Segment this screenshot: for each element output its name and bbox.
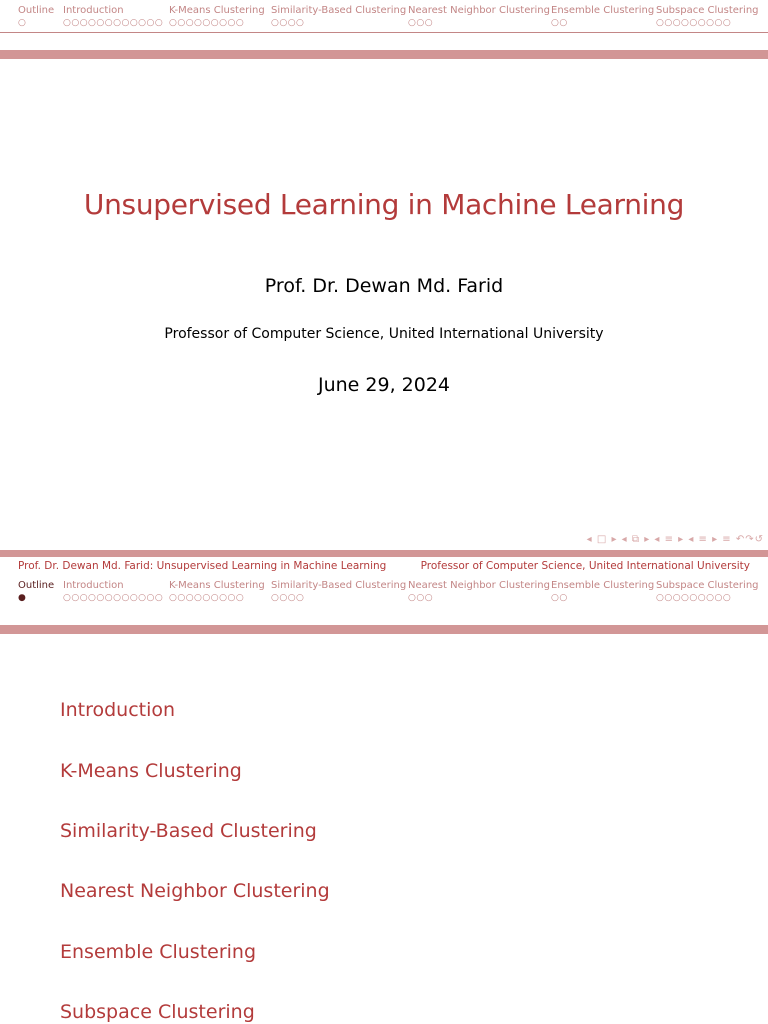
nav-section-dots[interactable]: ○○○○○○○○○ bbox=[656, 593, 732, 603]
nav-section-label: Nearest Neighbor Clustering bbox=[408, 5, 550, 16]
nav-section-label: Introduction bbox=[63, 5, 124, 16]
nav-section-dots[interactable]: ○○○○○○○○○○○○ bbox=[63, 593, 164, 603]
nav-section-similarity[interactable] bbox=[271, 4, 406, 29]
nav-section-label: Similarity-Based Clustering bbox=[271, 5, 407, 16]
toc-item-similarity[interactable]: Similarity-Based Clustering bbox=[60, 820, 317, 842]
nav-section-label: Ensemble Clustering bbox=[551, 580, 655, 591]
nav-section-k-means[interactable] bbox=[169, 4, 265, 29]
toc-item-k-means[interactable]: K-Means Clustering bbox=[60, 760, 242, 782]
nav-section-nearest-neighbor[interactable] bbox=[408, 4, 550, 29]
nav-section-introduction[interactable] bbox=[63, 579, 163, 604]
nav-section-label: Outline bbox=[18, 5, 55, 16]
author-name: Prof. Dr. Dewan Md. Farid bbox=[264, 275, 504, 297]
toc-item-ensemble[interactable]: Ensemble Clustering bbox=[60, 941, 257, 963]
nav-section-dots[interactable]: ○○○○ bbox=[271, 593, 305, 603]
nav-section-ensemble[interactable] bbox=[551, 4, 654, 29]
toc-item-subspace[interactable]: Subspace Clustering bbox=[60, 1001, 255, 1023]
presentation-title: Unsupervised Learning in Machine Learning bbox=[83, 188, 685, 221]
outline-slide bbox=[0, 550, 768, 1024]
nav-section-dots[interactable]: ○○○○○○○○○ bbox=[169, 18, 245, 28]
nav-section-label: K-Means Clustering bbox=[169, 5, 265, 16]
beamer-navigation-symbols[interactable]: ◂ □ ▸ ◂ ⧉ ▸ ◂ ≡ ▸ ◂ ≡ ▸ ≡ ↶↷↺ bbox=[586, 534, 764, 545]
nav-divider bbox=[0, 32, 768, 33]
nav-section-similarity[interactable] bbox=[271, 579, 406, 604]
nav-section-label: K-Means Clustering bbox=[169, 580, 265, 591]
nav-section-dots[interactable]: ○○ bbox=[551, 18, 568, 28]
nav-section-nearest-neighbor[interactable] bbox=[408, 579, 550, 604]
footer-institute: Professor of Computer Science, United International University bbox=[420, 560, 750, 572]
section-navigation-bar bbox=[0, 575, 768, 605]
nav-section-label: Outline bbox=[18, 580, 55, 591]
nav-section-dots[interactable]: ○○○ bbox=[408, 593, 434, 603]
section-navigation-bar bbox=[0, 0, 768, 30]
nav-section-dots[interactable]: ○○○ bbox=[408, 18, 434, 28]
current-frame-dot[interactable]: ● bbox=[18, 593, 27, 603]
nav-section-outline[interactable] bbox=[18, 579, 54, 604]
nav-section-label: Subspace Clustering bbox=[656, 5, 759, 16]
nav-section-subspace[interactable] bbox=[656, 579, 759, 604]
nav-section-introduction[interactable] bbox=[63, 4, 163, 29]
toc-item-nearest-neighbor[interactable]: Nearest Neighbor Clustering bbox=[60, 880, 330, 902]
nav-section-label: Nearest Neighbor Clustering bbox=[408, 580, 550, 591]
nav-section-dots[interactable]: ○○○○ bbox=[271, 18, 305, 28]
nav-section-dots[interactable] bbox=[18, 592, 54, 604]
nav-section-ensemble[interactable] bbox=[551, 579, 654, 604]
nav-section-dots[interactable]: ○○ bbox=[551, 593, 568, 603]
presentation-date: June 29, 2024 bbox=[317, 374, 451, 396]
footer-author-title: Prof. Dr. Dewan Md. Farid: Unsupervised Learning in Machine Learning bbox=[18, 560, 387, 572]
header-band bbox=[0, 50, 768, 59]
nav-section-label: Subspace Clustering bbox=[656, 580, 759, 591]
nav-section-label: Ensemble Clustering bbox=[551, 5, 655, 16]
nav-section-dots[interactable]: ○○○○○○○○○ bbox=[656, 18, 732, 28]
toc-item-introduction[interactable]: Introduction bbox=[60, 699, 176, 721]
nav-section-label: Similarity-Based Clustering bbox=[271, 580, 407, 591]
header-band bbox=[0, 625, 768, 634]
nav-section-k-means[interactable] bbox=[169, 579, 265, 604]
nav-section-subspace[interactable] bbox=[656, 4, 759, 29]
slide-footer bbox=[0, 550, 768, 570]
nav-section-outline[interactable] bbox=[18, 4, 54, 29]
nav-section-label: Introduction bbox=[63, 580, 124, 591]
institute: Professor of Computer Science, United International University bbox=[164, 326, 604, 342]
nav-section-dots[interactable]: ○○○○○○○○○ bbox=[169, 593, 245, 603]
nav-section-dots[interactable]: ○ bbox=[18, 18, 27, 28]
nav-section-dots[interactable]: ○○○○○○○○○○○○ bbox=[63, 18, 164, 28]
